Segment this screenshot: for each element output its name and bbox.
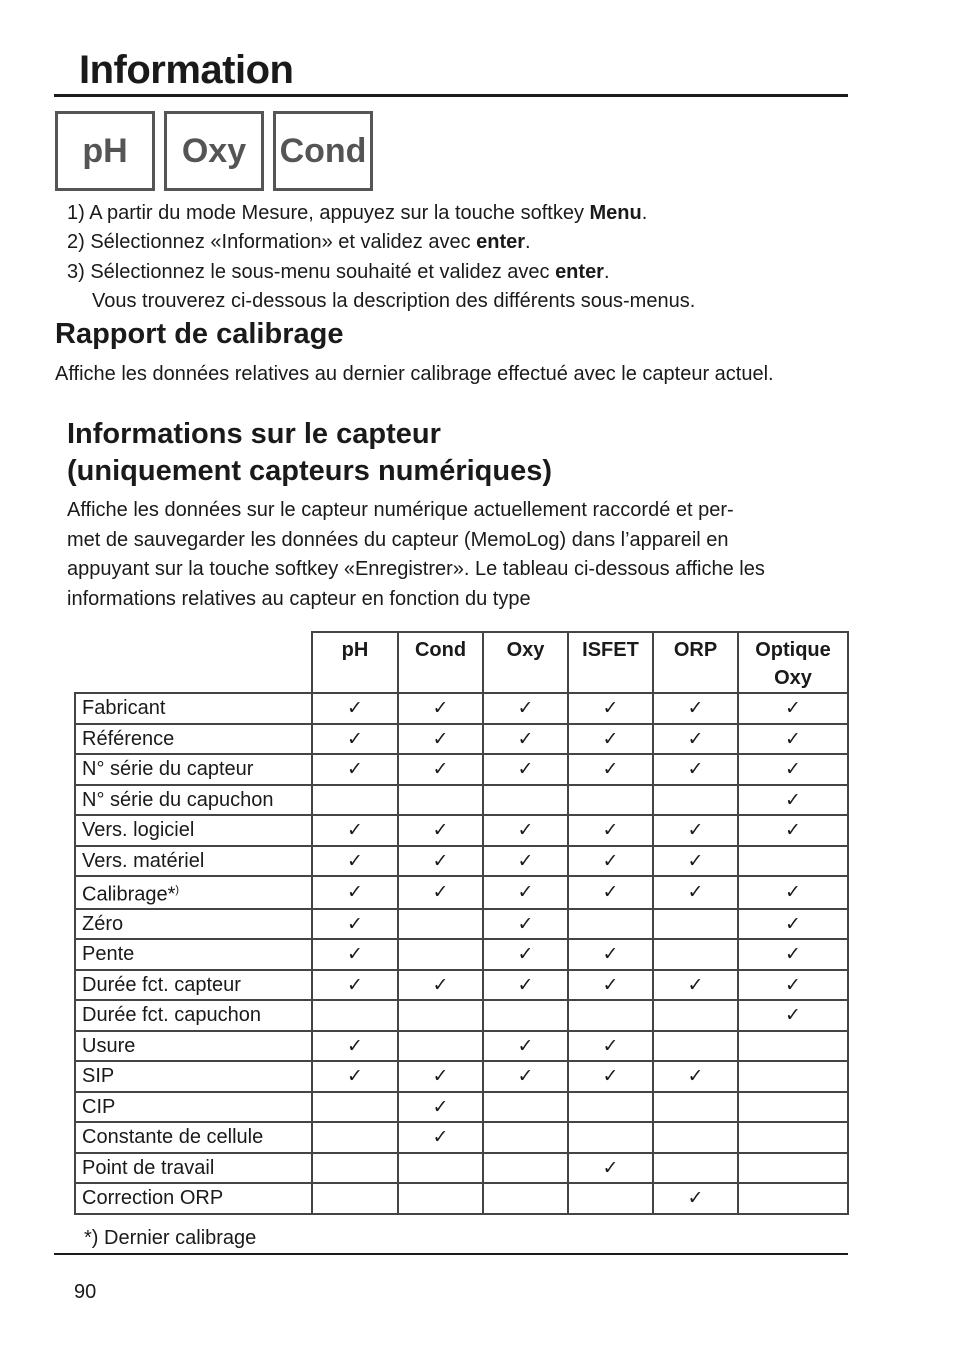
empty-cell (398, 785, 483, 816)
checkmark-icon: ✓ (312, 876, 398, 909)
row-label (75, 1031, 312, 1062)
row-label-text: Vers. matériel (82, 849, 205, 872)
empty-cell (483, 1092, 568, 1123)
page-title: Information (79, 48, 294, 92)
checkmark-icon: ✓ (738, 724, 848, 755)
checkmark-icon: ✓ (653, 724, 738, 755)
empty-cell (568, 1122, 653, 1153)
checkmark-icon: ✓ (483, 724, 568, 755)
checkmark-icon: ✓ (653, 846, 738, 877)
empty-cell (568, 909, 653, 940)
empty-cell (738, 1031, 848, 1062)
column-header-line: ORP (673, 639, 718, 661)
empty-cell (738, 1183, 848, 1214)
row-label-text: Pente (82, 943, 135, 966)
empty-cell (653, 939, 738, 970)
table-footnote: *) Dernier calibrage (84, 1227, 257, 1249)
checkmark-icon: ✓ (738, 754, 848, 785)
column-header-line: pH (341, 639, 369, 661)
row-label-text: Durée fct. capteur (82, 973, 241, 996)
table-row (75, 1183, 848, 1214)
checkmark-icon: ✓ (738, 815, 848, 846)
checkmark-icon: ✓ (398, 1092, 483, 1123)
empty-cell (483, 1153, 568, 1184)
checkmark-icon: ✓ (738, 876, 848, 909)
checkmark-icon: ✓ (398, 1122, 483, 1153)
column-header-line: Cond (414, 639, 467, 661)
table-row (75, 815, 848, 846)
row-label-text: Usure (82, 1034, 136, 1057)
checkmark-icon: ✓ (483, 815, 568, 846)
checkmark-icon: ✓ (312, 1061, 398, 1092)
row-label-text: Constante de cellule (82, 1126, 264, 1149)
empty-cell (398, 1183, 483, 1214)
row-label-text: Point de travail (82, 1156, 215, 1179)
step-3-note: Vous trouverez ci-dessous la description des différents sous-menus. (92, 290, 696, 312)
section-title-line: (uniquement capteurs numériques) (67, 455, 553, 487)
step-2-key: enter (476, 231, 526, 253)
row-label (75, 970, 312, 1001)
empty-cell (483, 1183, 568, 1214)
empty-cell (398, 909, 483, 940)
tag-ph: pH (55, 111, 155, 191)
empty-cell (312, 1000, 398, 1031)
row-label (75, 1122, 312, 1153)
row-label-text: N° série du capuchon (82, 788, 274, 811)
step-2-text: 2) Sélectionnez «Information» et validez avec (67, 231, 477, 253)
empty-cell (398, 939, 483, 970)
empty-cell (653, 1153, 738, 1184)
table-row (75, 909, 848, 940)
row-label-text: N° série du capteur (82, 758, 254, 781)
checkmark-icon: ✓ (738, 939, 848, 970)
checkmark-icon: ✓ (312, 693, 398, 724)
row-label (75, 785, 312, 816)
empty-cell (312, 1153, 398, 1184)
table-row (75, 1061, 848, 1092)
table-header-empty (75, 632, 312, 693)
step-3-text: 3) Sélectionnez le sous-menu souhaité et validez avec (67, 261, 556, 283)
row-label (75, 939, 312, 970)
row-label (75, 876, 312, 909)
section-title-capteur (67, 416, 552, 490)
table-row (75, 724, 848, 755)
empty-cell (653, 909, 738, 940)
column-header-line: ISFET (582, 639, 639, 661)
checkmark-icon: ✓ (568, 970, 653, 1001)
column-header-line: Oxy (506, 639, 545, 661)
checkmark-icon: ✓ (653, 876, 738, 909)
checkmark-icon: ✓ (398, 754, 483, 785)
row-label (75, 1183, 312, 1214)
sensor-info-table (74, 631, 849, 1215)
empty-cell (568, 1092, 653, 1123)
empty-cell (653, 1092, 738, 1123)
checkmark-icon: ✓ (398, 846, 483, 877)
table-column-header (483, 632, 568, 693)
checkmark-icon: ✓ (568, 846, 653, 877)
empty-cell (312, 1183, 398, 1214)
checkmark-icon: ✓ (483, 1061, 568, 1092)
step-2-end: . (525, 231, 531, 253)
empty-cell (398, 1153, 483, 1184)
table-column-header (568, 632, 653, 693)
checkmark-icon: ✓ (398, 876, 483, 909)
checkmark-icon: ✓ (483, 1031, 568, 1062)
empty-cell (653, 1031, 738, 1062)
paragraph-line: appuyant sur la touche softkey «Enregistrer». Le tableau ci-dessous affiche les (67, 558, 765, 580)
row-label-sup: ) (175, 884, 180, 896)
row-label-text: CIP (82, 1095, 116, 1118)
row-label (75, 1061, 312, 1092)
checkmark-icon: ✓ (568, 1061, 653, 1092)
checkmark-icon: ✓ (398, 815, 483, 846)
row-label-text: Calibrage* (82, 883, 176, 906)
checkmark-icon: ✓ (653, 1183, 738, 1214)
tag-cond: Cond (273, 111, 373, 191)
checkmark-icon: ✓ (312, 939, 398, 970)
empty-cell (568, 785, 653, 816)
checkmark-icon: ✓ (398, 724, 483, 755)
checkmark-icon: ✓ (312, 815, 398, 846)
checkmark-icon: ✓ (312, 724, 398, 755)
table-row (75, 693, 848, 724)
checkmark-icon: ✓ (483, 846, 568, 877)
row-label-text: Vers. logiciel (82, 819, 195, 842)
checkmark-icon: ✓ (568, 815, 653, 846)
row-label (75, 693, 312, 724)
empty-cell (653, 785, 738, 816)
checkmark-icon: ✓ (568, 1153, 653, 1184)
checkmark-icon: ✓ (738, 785, 848, 816)
checkmark-icon: ✓ (483, 909, 568, 940)
table-row (75, 754, 848, 785)
checkmark-icon: ✓ (398, 970, 483, 1001)
checkmark-icon: ✓ (312, 754, 398, 785)
section-text-rapport: Affiche les données relatives au dernier calibrage effectué avec le capteur actuel. (55, 363, 774, 385)
empty-cell (312, 1122, 398, 1153)
checkmark-icon: ✓ (312, 909, 398, 940)
paragraph-line: met de sauvegarder les données du capteur (MemoLog) dans l’appareil en (67, 528, 729, 551)
row-label-text: Zéro (82, 912, 124, 935)
checkmark-icon: ✓ (653, 815, 738, 846)
empty-cell (738, 1061, 848, 1092)
paragraph-line: Affiche les données sur le capteur numérique actuellement raccordé et per- (67, 499, 734, 521)
checkmark-icon: ✓ (483, 693, 568, 724)
empty-cell (738, 1092, 848, 1123)
paragraph-line: informations relatives au capteur en fonction du type (67, 587, 531, 610)
checkmark-icon: ✓ (398, 1061, 483, 1092)
empty-cell (483, 785, 568, 816)
section-title-line: Informations sur le capteur (67, 418, 441, 450)
checkmark-icon: ✓ (738, 970, 848, 1001)
step-1-key: Menu (589, 202, 642, 224)
step-2 (67, 228, 531, 257)
table-column-header (312, 632, 398, 693)
empty-cell (653, 1000, 738, 1031)
empty-cell (568, 1183, 653, 1214)
checkmark-icon: ✓ (738, 1000, 848, 1031)
checkmark-icon: ✓ (312, 970, 398, 1001)
row-label (75, 724, 312, 755)
table-column-header (738, 632, 848, 693)
table-row (75, 846, 848, 877)
table-column-header (398, 632, 483, 693)
checkmark-icon: ✓ (568, 876, 653, 909)
column-header-line: Optique (755, 639, 831, 661)
checkmark-icon: ✓ (483, 876, 568, 909)
tag-oxy: Oxy (164, 111, 264, 191)
checkmark-icon: ✓ (568, 754, 653, 785)
empty-cell (738, 1153, 848, 1184)
empty-cell (568, 1000, 653, 1031)
step-1-text: 1) A partir du mode Mesure, appuyez sur la touche softkey (67, 202, 590, 224)
page-number: 90 (74, 1281, 97, 1303)
row-label (75, 1153, 312, 1184)
table-row (75, 1122, 848, 1153)
table-row (75, 1031, 848, 1062)
section-title-rapport: Rapport de calibrage (55, 318, 344, 350)
step-3-end: . (603, 261, 610, 283)
row-label (75, 815, 312, 846)
empty-cell (738, 1122, 848, 1153)
checkmark-icon: ✓ (568, 693, 653, 724)
checkmark-icon: ✓ (653, 693, 738, 724)
row-label (75, 1092, 312, 1123)
row-label-text: Référence (82, 727, 175, 750)
empty-cell (483, 1122, 568, 1153)
column-header-line: Oxy (774, 667, 812, 689)
checkmark-icon: ✓ (568, 1031, 653, 1062)
row-label-text: Durée fct. capuchon (82, 1004, 261, 1027)
row-label (75, 909, 312, 940)
table-row (75, 785, 848, 816)
table-row (75, 939, 848, 970)
checkmark-icon: ✓ (312, 1031, 398, 1062)
row-label (75, 1000, 312, 1031)
checkmark-icon: ✓ (483, 939, 568, 970)
checkmark-icon: ✓ (398, 693, 483, 724)
title-divider (54, 94, 848, 97)
table-row (75, 970, 848, 1001)
empty-cell (483, 1000, 568, 1031)
checkmark-icon: ✓ (483, 970, 568, 1001)
checkmark-icon: ✓ (653, 970, 738, 1001)
table-header-row (75, 632, 848, 693)
step-3 (67, 258, 610, 287)
step-1 (67, 199, 647, 228)
checkmark-icon: ✓ (568, 939, 653, 970)
checkmark-icon: ✓ (312, 846, 398, 877)
step-3-key: enter (555, 261, 604, 283)
table-row (75, 1153, 848, 1184)
empty-cell (398, 1000, 483, 1031)
empty-cell (312, 785, 398, 816)
table-column-header (653, 632, 738, 693)
row-label-text: SIP (82, 1065, 115, 1088)
row-label (75, 846, 312, 877)
row-label (75, 754, 312, 785)
checkmark-icon: ✓ (738, 693, 848, 724)
table-row (75, 876, 848, 909)
checkmark-icon: ✓ (483, 754, 568, 785)
footer-divider (54, 1253, 848, 1255)
empty-cell (653, 1122, 738, 1153)
checkmark-icon: ✓ (738, 909, 848, 940)
section-text-capteur (67, 496, 867, 614)
table-row (75, 1092, 848, 1123)
checkmark-icon: ✓ (568, 724, 653, 755)
checkmark-icon: ✓ (653, 754, 738, 785)
checkmark-icon: ✓ (653, 1061, 738, 1092)
empty-cell (738, 846, 848, 877)
empty-cell (398, 1031, 483, 1062)
row-label-text: Correction ORP (82, 1187, 224, 1210)
row-label-text: Fabricant (82, 697, 166, 720)
empty-cell (312, 1092, 398, 1123)
step-1-end: . (641, 202, 648, 224)
table-row (75, 1000, 848, 1031)
